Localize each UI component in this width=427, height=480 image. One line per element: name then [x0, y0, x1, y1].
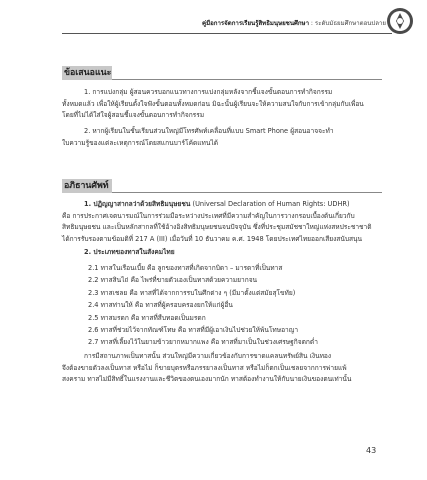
glossary-item-2-heading [84, 247, 384, 259]
text-line: ได้การรับรองตามข้อมติที่ 217 A (III) เมื่อวันที่ 10 ธันวาคม ค.ศ. 1948 โดยประเทศไทยออกเสียงสนับสนุน [62, 234, 363, 243]
text-line: 1. การแบ่งกลุ่ม ผู้สอนควรบอกแนวทางการแบ่งกลุ่มหลังจากชี้แจงขั้นตอนการทำกิจกรรม [84, 88, 333, 96]
header-subtitle: : ระดับมัธยมศึกษาตอนปลาย [309, 20, 386, 27]
text-line: การมีสถานภาพเป็นทาสนั้น ส่วนใหญ่มีความเกี่ยวข้องกับการขาดแคลนทรัพย์สิน เงินทอง [84, 352, 332, 360]
section-rule [112, 192, 382, 193]
organization-logo [385, 6, 415, 36]
section-header-suggestions [62, 66, 382, 80]
list-item: 2.2 ทาสสินไถ่ คือ ไพร่ที่ขายตัวเองเป็นทาสด้วยความยากจน [88, 276, 258, 285]
text-line: จึงต้องขายตัวลงเป็นทาส หรือไม่ ก็ขายบุตรหรือภรรยาลงเป็นทาส หรือไม่ก็ตกเป็นเชลยจากการพ่ายแพ้ [62, 363, 347, 372]
glossary-term: 2. ประเภทของทาสในสังคมไทย [84, 248, 175, 256]
suggestion-1 [62, 87, 387, 122]
running-header [176, 18, 386, 32]
header-title: คู่มือการจัดการเรียนรู้สิทธิมนุษยชนศึกษา [202, 20, 309, 27]
text-line: 2. หากผู้เรียนในชั้นเรียนส่วนใหญ่มีโทรศัพท์เคลื่อนที่แบบ Smart Phone ผู้สอนอาจจะทำ [84, 127, 334, 135]
header-rule [62, 33, 392, 34]
section-title: อภิธานศัพท์ [62, 179, 112, 193]
text-line: คือ การประกาศเจตนารมณ์ในการร่วมมือระหว่างประเทศที่มีความสำคัญในการวางกรอบเบื้องต้นเกี่ยวกับ [62, 211, 355, 220]
slave-types-list [88, 262, 318, 349]
text-line: ทั้งหมดแล้ว เพื่อให้ผู้เรียนตั้งใจฟังขั้นตอนทั้งหมดก่อน มิฉะนั้นผู้เรียนจะให้ความสนใจกับการเข้ากลุ่มกับเพื่อน [62, 99, 364, 108]
section-rule [112, 79, 382, 80]
list-item: 2.4 ทาสท่านให้ คือ ทาสที่ผู้ครอบครองยกให้แก่ผู้อื่น [88, 301, 233, 310]
closing-paragraph [62, 351, 387, 386]
list-item: 2.3 ทาสเชลย คือ ทาสที่ได้จากการรบในศึกต่าง ๆ (มีมาตั้งแต่สมัยสุโขทัย) [88, 288, 296, 297]
glossary-term: 1. ปฏิญญาสากลว่าด้วยสิทธิมนุษยชน [84, 200, 191, 208]
section-title: ข้อเสนอแนะ [64, 68, 112, 78]
text-line: โดยที่ไม่ได้ใส่ใจผู้สอนชี้แจงขั้นตอนการทำกิจกรรม [62, 111, 205, 119]
glossary-term-en: (Universal Declaration of Human Rights: UDHR) [190, 200, 350, 208]
list-item: 2.1 ทาสในเรือนเบี้ย คือ ลูกของทาสที่เกิดจากบิดา – มารดาที่เป็นทาส [88, 264, 283, 272]
list-item: 2.6 ทาสที่ช่วยไว้จากทัณฑ์โทษ คือ ทาสที่มีผู้เอาเงินไปช่วยให้พ้นโทษอาญา [88, 326, 299, 335]
text-line: สงคราม ทาสไม่มีสิทธิ์ในแรงงานและชีวิตของตนเองมากนัก ทาสต้องทำงานให้กับนายเงินของตนเท่านั้น [62, 375, 352, 383]
page-number: 43 [366, 446, 377, 455]
text-line: สิทธิมนุษยชน และเป็นหลักสากลที่ใช้อ้างอิงสิทธิมนุษยชนจนปัจจุบัน ซึ่งที่ประชุมสมัชชาใหญ่แห่งสหประชาชาติ [62, 223, 372, 231]
text-line: ใบความรู้ของแต่ละเหตุการณ์โดยสแกนบาร์โค้ดแทนได้ [62, 138, 218, 147]
glossary-item-1 [62, 199, 387, 245]
list-item: 2.7 ทาสที่เลี้ยงไว้ในยามข้าวยากหมากแพง คือ ทาสที่มาเป็นในช่วงเศรษฐกิจตกต่ำ [88, 338, 318, 347]
list-item: 2.5 ทาสมรดก คือ ทาสที่สืบทอดเป็นมรดก [88, 313, 206, 322]
section-header-glossary [62, 179, 382, 193]
suggestion-2 [62, 126, 387, 149]
